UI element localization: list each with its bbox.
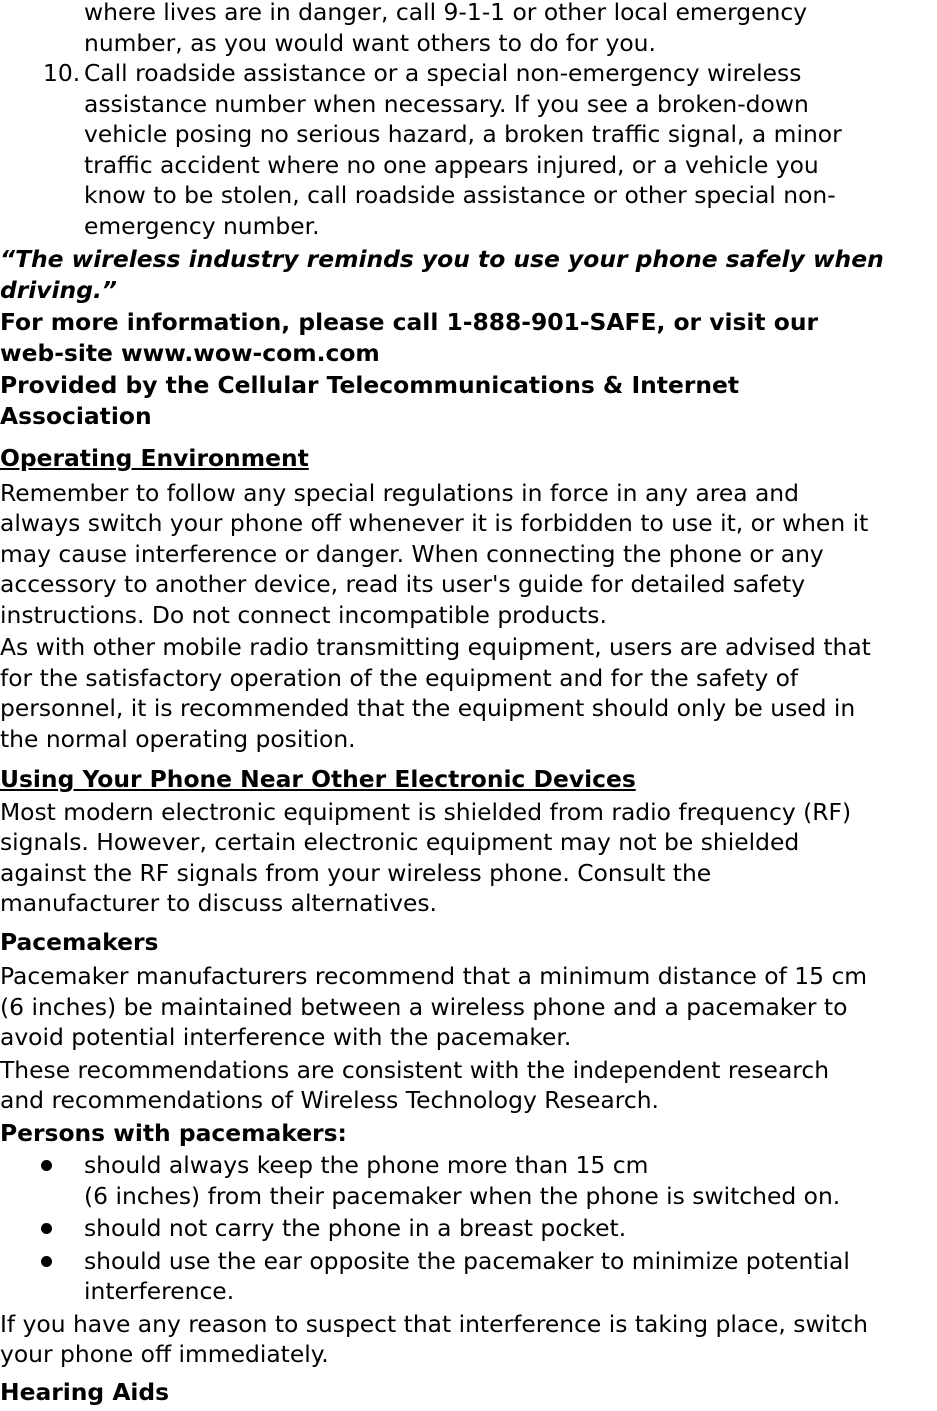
bullet-item bbox=[0, 1246, 937, 1307]
persons-with-pacemakers-heading: Persons with pacemakers: bbox=[0, 1118, 347, 1147]
text-line: Pacemaker manufacturers recommend that a minimum distance of 15 cm bbox=[0, 962, 868, 990]
more-info bbox=[0, 307, 937, 368]
section-heading-hearing-aids: Hearing Aids bbox=[0, 1377, 170, 1406]
text-line: against the RF signals from your wireless phone. Consult the bbox=[0, 858, 712, 887]
text-line: Provided by the Cellular Telecommunications & Internet bbox=[0, 371, 740, 399]
text-line: For more information, please call 1-888-901-SAFE, or visit our bbox=[0, 308, 819, 336]
text-line: emergency number. bbox=[84, 211, 320, 240]
text-line: Most modern electronic equipment is shielded from radio frequency (RF) bbox=[0, 797, 852, 826]
operating-environment-para-2 bbox=[0, 632, 937, 754]
section-heading-electronic-devices: Using Your Phone Near Other Electronic Devices bbox=[0, 765, 636, 793]
text-line: If you have any reason to suspect that interference is taking place, switch bbox=[0, 1309, 868, 1338]
list-number: 10. bbox=[43, 59, 81, 87]
text-line: your phone off immediately. bbox=[0, 1340, 329, 1368]
bullet-icon bbox=[41, 1223, 52, 1234]
text-line: the normal operating position. bbox=[0, 724, 356, 753]
bullet-item bbox=[0, 1213, 937, 1244]
pacemakers-para-3 bbox=[0, 1309, 937, 1370]
bullet-item bbox=[0, 1150, 937, 1211]
section-heading-pacemakers: Pacemakers bbox=[0, 927, 159, 956]
text-line: traffic accident where no one appears injured, or a vehicle you bbox=[84, 150, 819, 179]
pacemakers-para-1 bbox=[0, 961, 937, 1053]
text-line: (6 inches) from their pacemaker when the phone is switched on. bbox=[84, 1181, 841, 1210]
text-line: Call roadside assistance or a special non-emergency wireless bbox=[84, 59, 802, 87]
text-line: should not carry the phone in a breast pocket. bbox=[84, 1214, 627, 1242]
text-line: always switch your phone off whenever it is forbidden to use it, or when it bbox=[0, 509, 869, 537]
text-line: for the satisfactory operation of the equipment and for the safety of bbox=[0, 663, 799, 692]
text-line: instructions. Do not connect incompatible products. bbox=[0, 600, 607, 629]
text-line: assistance number when necessary. If you see a broken-down bbox=[84, 89, 809, 118]
text-line: interference. bbox=[84, 1277, 235, 1305]
text-line: Association bbox=[0, 401, 152, 430]
text-line: (6 inches) be maintained between a wireless phone and a pacemaker to bbox=[0, 992, 848, 1021]
text-line: web-site www.wow-com.com bbox=[0, 338, 380, 367]
industry-quote bbox=[0, 244, 937, 305]
text-line: These recommendations are consistent with the independent research bbox=[0, 1055, 830, 1084]
text-line: should always keep the phone more than 15 cm bbox=[84, 1151, 649, 1179]
pacemakers-para-2 bbox=[0, 1055, 937, 1116]
text-line: vehicle posing no serious hazard, a broken traffic signal, a minor bbox=[84, 120, 842, 148]
bullet-icon bbox=[41, 1160, 52, 1171]
bullet-icon bbox=[41, 1256, 52, 1267]
text-line: know to be stolen, call roadside assistance or other special non- bbox=[84, 181, 836, 209]
text-line: As with other mobile radio transmitting equipment, users are advised that bbox=[0, 633, 871, 661]
text-line: accessory to another device, read its user's guide for detailed safety bbox=[0, 570, 806, 598]
text-line: avoid potential interference with the pacemaker. bbox=[0, 1023, 572, 1051]
text-line: may cause interference or danger. When connecting the phone or any bbox=[0, 539, 824, 568]
text-line: signals. However, certain electronic equipment may not be shielded bbox=[0, 828, 800, 856]
text-line: should use the ear opposite the pacemaker to minimize potential bbox=[84, 1246, 850, 1275]
operating-environment-para-1 bbox=[0, 478, 937, 631]
text-line: manufacturer to discuss alternatives. bbox=[0, 889, 437, 917]
provided-by bbox=[0, 370, 937, 431]
text-line: number, as you would want others to do for you. bbox=[84, 28, 656, 57]
text-line: driving.” bbox=[0, 275, 117, 304]
text-line: “The wireless industry reminds you to use your phone safely when bbox=[0, 245, 884, 273]
electronic-devices-para bbox=[0, 797, 937, 919]
section-heading-operating-environment: Operating Environment bbox=[0, 444, 309, 472]
text-line: personnel, it is recommended that the equipment should only be used in bbox=[0, 694, 856, 722]
text-line: where lives are in danger, call 9-1-1 or other local emergency bbox=[84, 0, 808, 26]
list-item-9-continuation bbox=[0, 0, 937, 58]
text-line: and recommendations of Wireless Technology Research. bbox=[0, 1086, 659, 1114]
text-line: Remember to follow any special regulations in force in any area and bbox=[0, 478, 799, 507]
list-item-10 bbox=[0, 58, 937, 241]
